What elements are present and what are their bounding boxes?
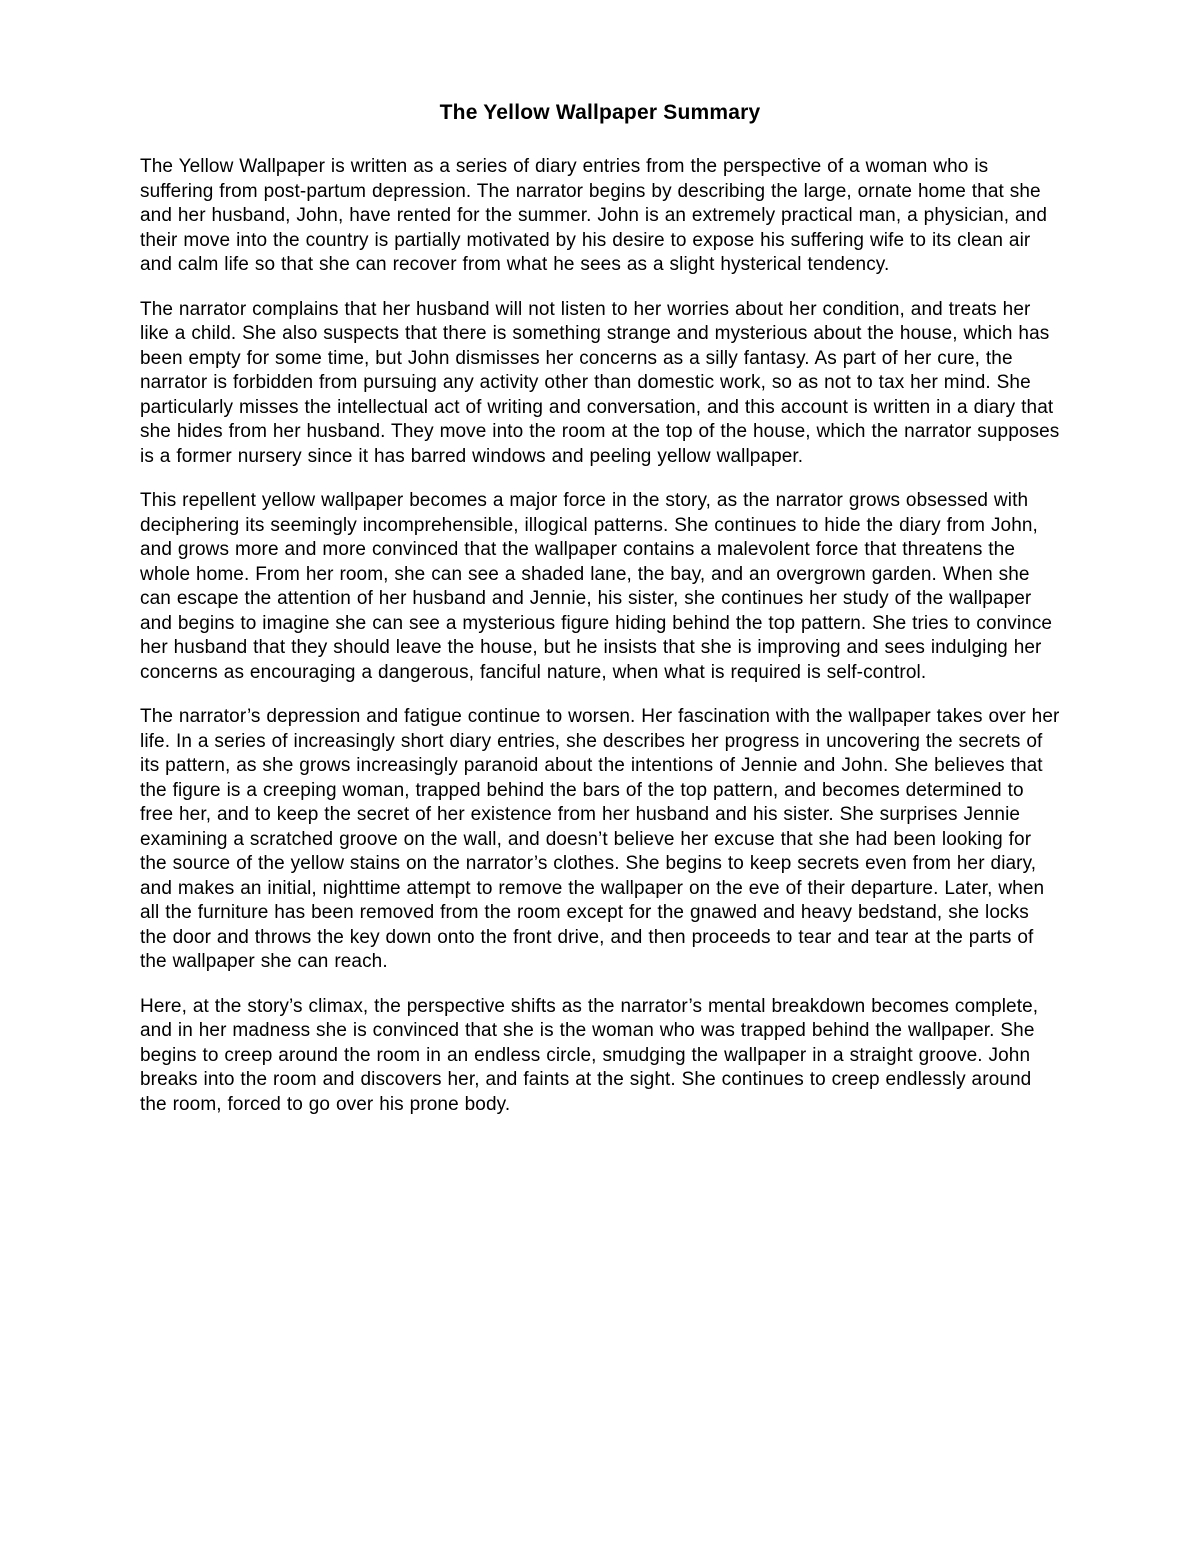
paragraph: The narrator’s depression and fatigue continue to worsen. Her fascination with the wallpaper takes over her life. In a series of increasingly short diary entries, she describes her progress in uncovering the secrets of its pattern, as she grows increasingly paranoid about the intentions of Jennie and John. She believes that the figure is a creeping woman, trapped behind the bars of the top pattern, and becomes determined to free her, and to keep the secret of her existence from her husband and his sister. She surprises Jennie examining a scratched groove on the wall, and doesn’t believe her excuse that she had been looking for the source of the yellow stains on the narrator’s clothes. She begins to keep secrets even from her diary, and makes an initial, nighttime attempt to remove the wallpaper on the eve of their departure. Later, when all the furniture has been removed from the room except for the gnawed and heavy bedstand, she locks the door and throws the key down onto the front drive, and then proceeds to tear and tear at the parts of the wallpaper she can reach. [140,706,1060,972]
paragraph: The narrator complains that her husband will not listen to her worries about her condition, and treats her like a child. She also suspects that there is something strange and mysterious about the house, which has been empty for some time, but John dismisses her concerns as a silly fantasy. As part of her cure, the narrator is forbidden from pursuing any activity other than domestic work, so as not to tax her mind. She particularly misses the intellectual act of writing and conversation, and this account is written in a diary that she hides from her husband. They move into the room at the top of the house, which the narrator supposes is a former nursery since it has barred windows and peeling yellow wallpaper. [140,298,1060,467]
paragraph: This repellent yellow wallpaper becomes a major force in the story, as the narrator grows obsessed with deciphering its seemingly incomprehensible, illogical patterns. She continues to hide the diary from John, and grows more and more convinced that the wallpaper contains a malevolent force that threatens the whole home. From her room, she can see a shaded lane, the bay, and an overgrown garden. When she can escape the attention of her husband and Jennie, his sister, she continues her study of the wallpaper and begins to imagine she can see a mysterious figure hiding behind the top pattern. She tries to convince her husband that they should leave the house, but he insists that she is improving and sees indulging her concerns as encouraging a dangerous, fanciful nature, when what is required is self-control. [140,490,1053,683]
page-title: The Yellow Wallpaper Summary [439,101,761,124]
document-page [140,0,1060,1117]
paragraph: The Yellow Wallpaper is written as a series of diary entries from the perspective of a woman who is suffering from post-partum depression. The narrator begins by describing the large, ornate home that she and her husband, John, have rented for the summer. John is an extremely practical man, a physician, and their move into the country is partially motivated by his desire to expose his suffering wife to its clean air and calm life so that she can recover from what he sees as a slight hysterical tendency. [140,156,1048,275]
document-body [140,155,1060,1117]
paragraph: Here, at the story’s climax, the perspective shifts as the narrator’s mental breakdown becomes complete, and in her madness she is convinced that she is the woman who was trapped behind the wallpaper. She begins to creep around the room in an endless circle, smudging the wallpaper in a straight groove. John breaks into the room and discovers her, and faints at the sight. She continues to creep endlessly around the room, forced to go over his prone body. [140,995,1039,1115]
